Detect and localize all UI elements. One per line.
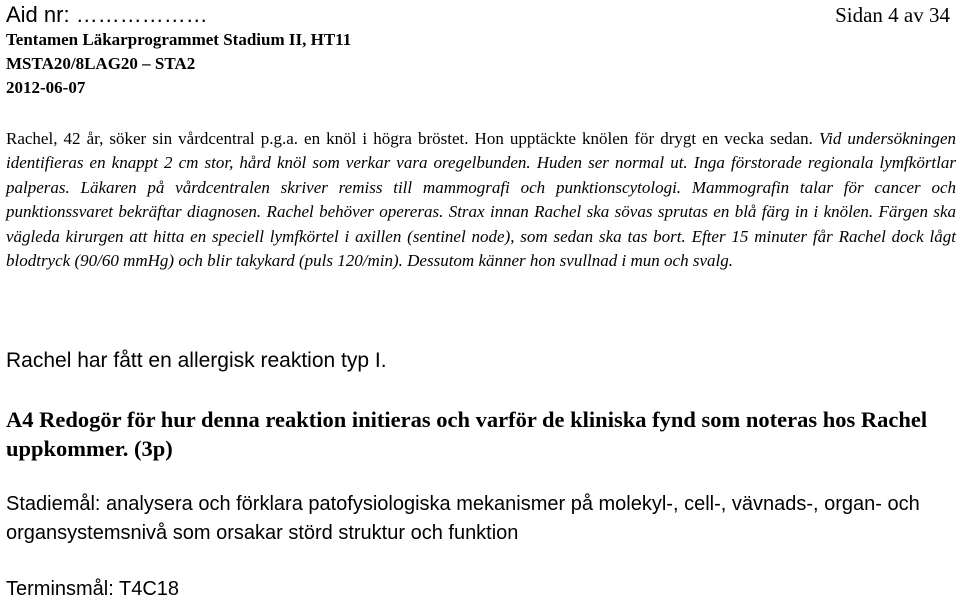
aid-number-line: [6, 2, 208, 28]
terminsmal-text: Terminsmål: T4C18: [6, 578, 180, 600]
stadiemal-text: Stadiemål: analysera och förklara patofysiologiska mekanismer på molekyl-, cell-, vävnads-, organ- och organsystemsnivå som orsakar störd struktur och funktion: [6, 493, 920, 544]
allergy-statement: Rachel har fått en allergisk reaktion typ I.: [6, 349, 387, 372]
exam-date: 2012-06-07: [6, 78, 86, 97]
exam-page: [6, 0, 956, 601]
course-code: MSTA20/8LAG20 – STA2: [6, 54, 196, 73]
case-body: Vid undersökningen identifieras en knappt 2 cm stor, hård knöl som verkar vara oregelbunden. Huden ser normal ut. Inga förstorade regionala lymfkörtlar palperas. Läkaren på vårdcentralen skriver remiss till mammografi och punktionscytologi. Mammografin talar för cancer och punktionssvaret bekräftar diagnosen. Rachel behöver opereras. Strax innan Rachel ska sövas sprutas en blå färg in i knölen. Färgen ska vägleda kirurgen att hitta en speciell lymfkörtel i axillen (sentinel node), som sedan ska tas bort. Efter 15 minuter får Rachel dock lågt blodtryck (90/60 mmHg) och blir takykard (puls 120/min). Dessutom känner hon svullnad i mun och svalg.: [6, 129, 956, 271]
case-description: [6, 127, 956, 273]
case-intro: Rachel, 42 år, söker sin vårdcentral p.g.a. en knöl i högra bröstet. Hon upptäckte knölen för drygt en vecka sedan.: [6, 129, 813, 148]
aid-number-blank: ………………: [75, 2, 208, 27]
question-a4: A4 Redogör för hur denna reaktion initieras och varför de kliniska fynd som noteras hos Rachel uppkommer. (3p): [6, 407, 928, 461]
page-indicator: Sidan 4 av 34: [835, 3, 950, 27]
aid-number-label: Aid nr:: [6, 2, 76, 27]
exam-title: Tentamen Läkarprogrammet Stadium II, HT11: [6, 30, 352, 49]
